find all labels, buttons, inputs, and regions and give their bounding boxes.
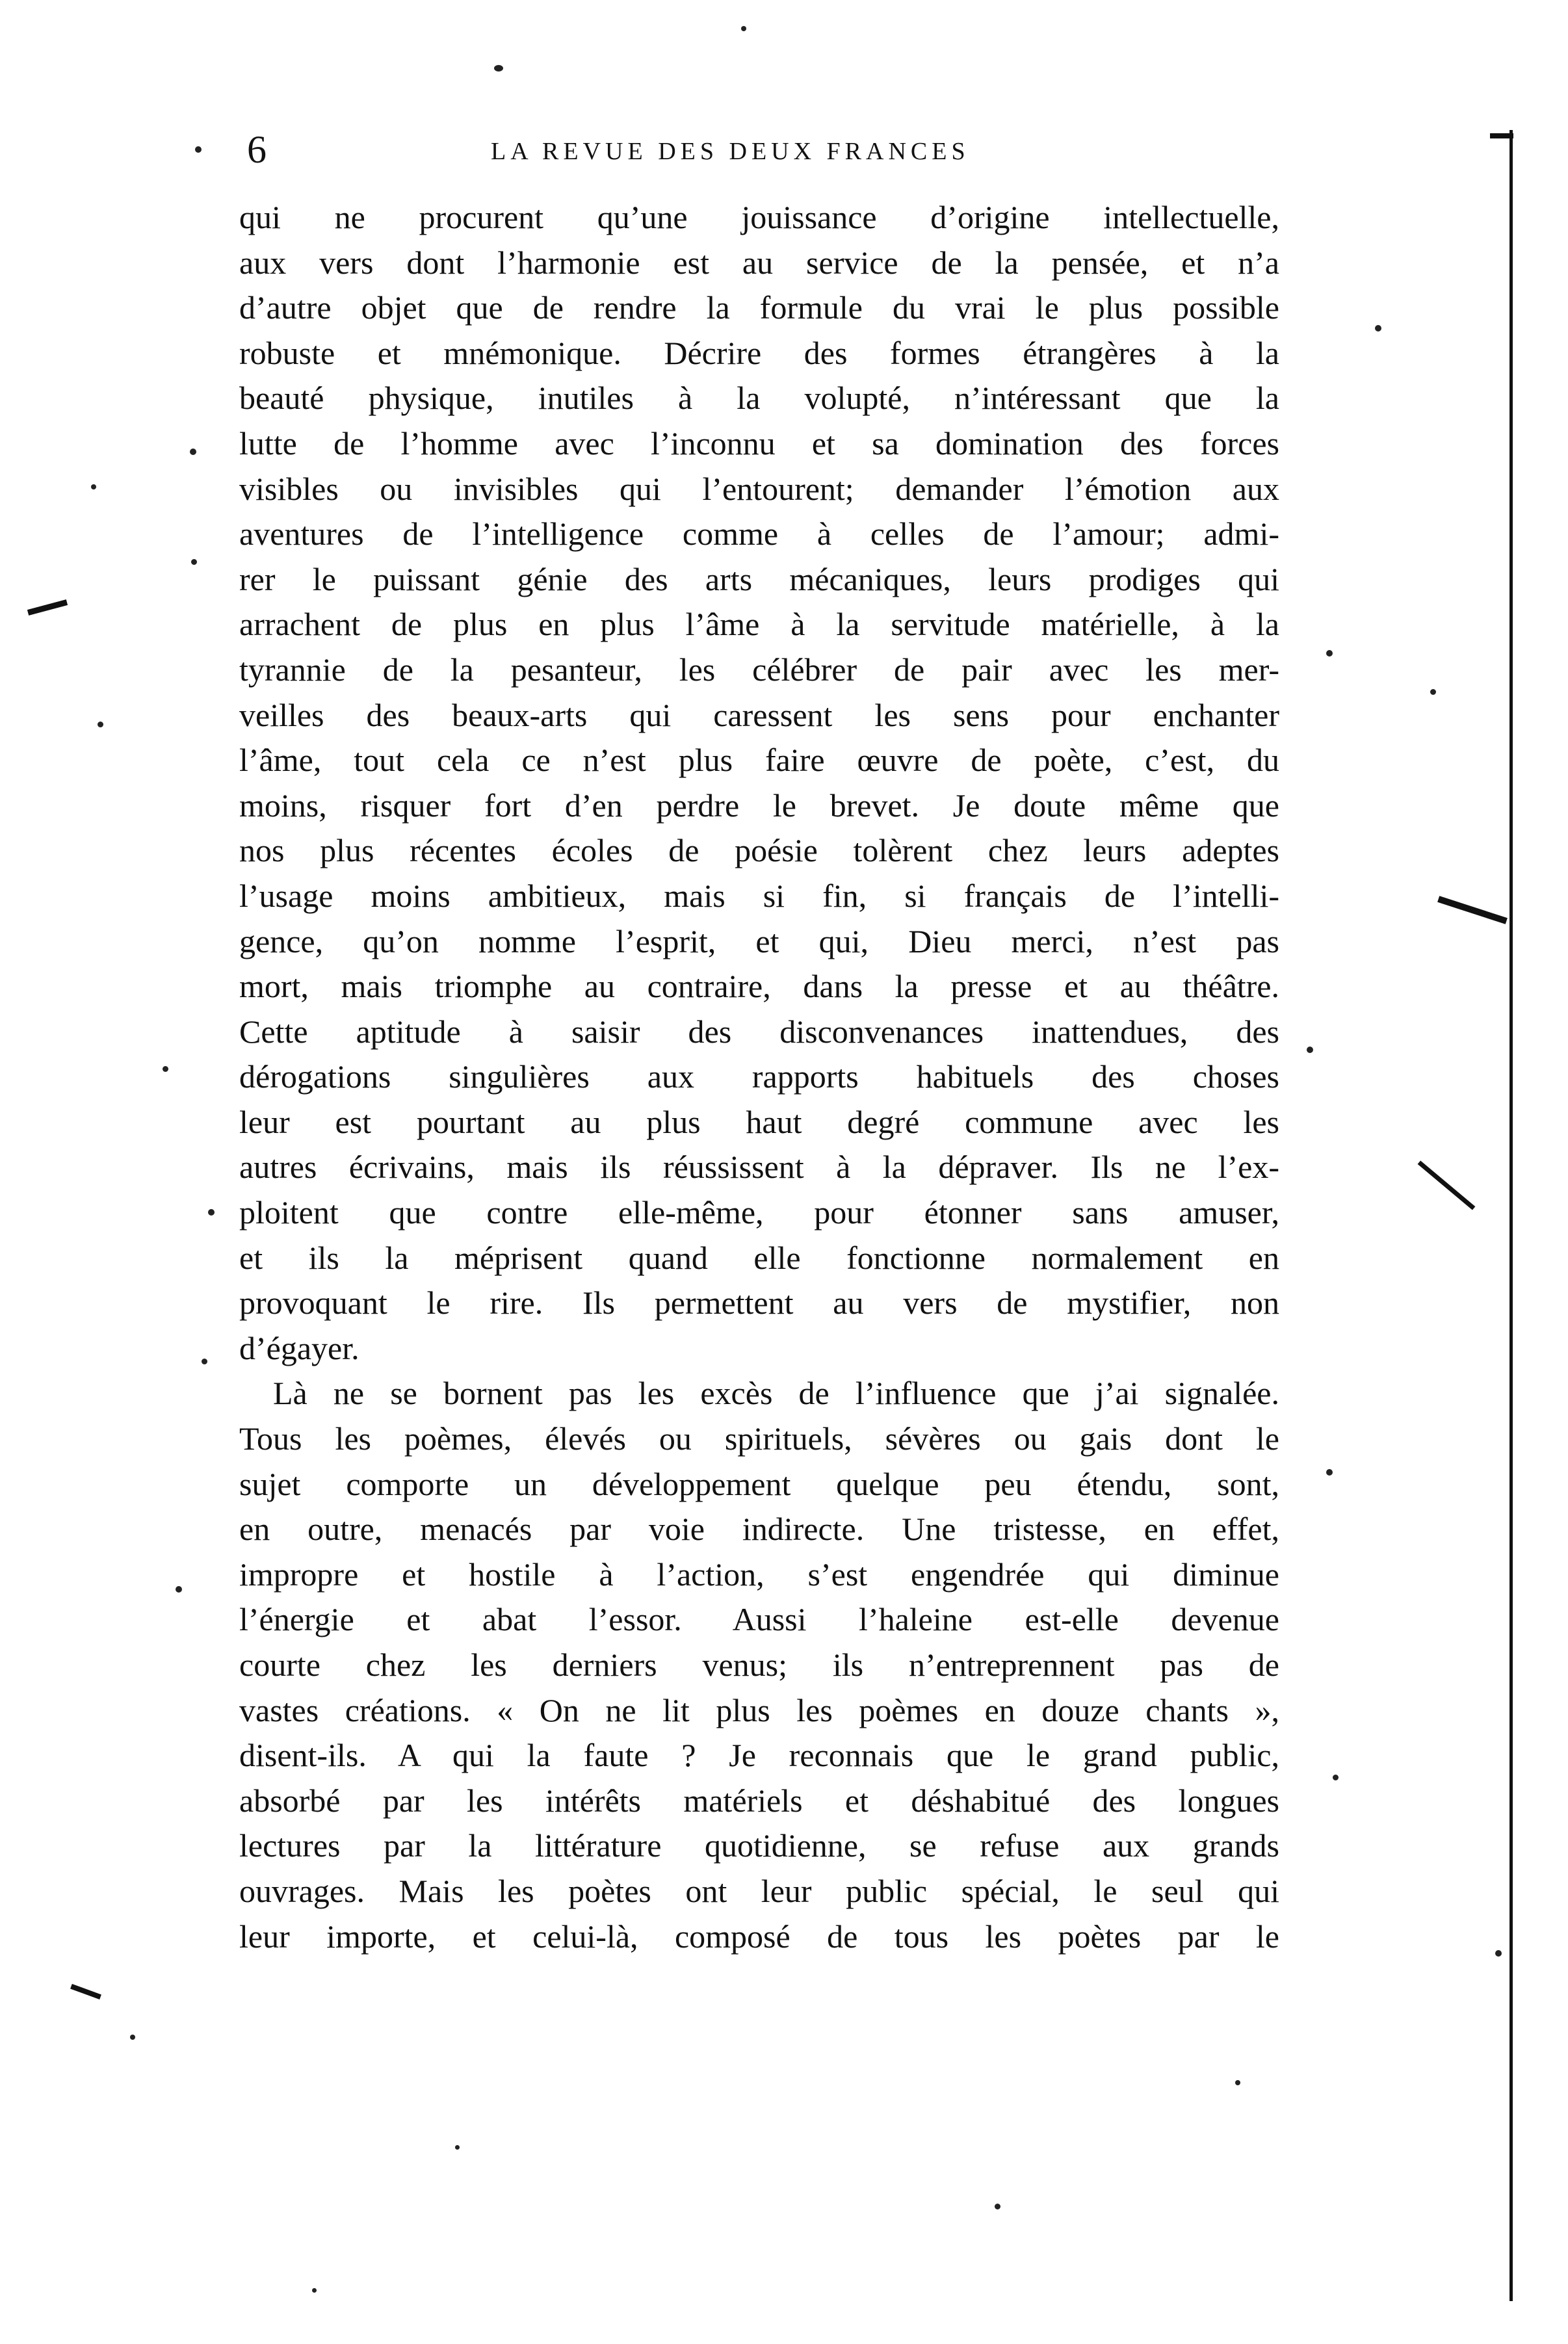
text-line: nos plus récentes écoles de poésie tolèrent chez leurs adeptes (239, 832, 1279, 869)
margin-pencil-mark (70, 1984, 101, 1999)
scan-speck (202, 1359, 207, 1364)
text-line: beauté physique, inutiles à la volupté, n’intéressant que la (239, 380, 1279, 417)
text-line: lectures par la littérature quotidienne, se refuse aux grands (239, 1827, 1279, 1864)
scan-speck (1375, 325, 1381, 332)
text-line: moins, risquer fort d’en perdre le brevet. Je doute même que (239, 787, 1279, 824)
text-line: d’autre objet que de rendre la formule du vrai le plus possible (239, 289, 1279, 326)
text-line: et ils la méprisent quand elle fonctionne normalement en (239, 1239, 1279, 1276)
text-line: absorbé par les intérêts matériels et déshabitué des longues (239, 1782, 1279, 1819)
text-line: l’usage moins ambitieux, mais si fin, si français de l’intelli- (239, 877, 1279, 914)
text-line: leur est pourtant au plus haut degré commune avec les (239, 1103, 1279, 1140)
scan-speck (741, 26, 746, 31)
scan-speck (455, 2145, 460, 2150)
text-line: courte chez les derniers venus; ils n’entreprennent pas de (239, 1647, 1279, 1683)
text-line: ploitent que contre elle-même, pour étonner sans amuser, (239, 1194, 1279, 1231)
text-line: Tous les poèmes, élevés ou spirituels, sévères ou gais dont le (239, 1420, 1279, 1457)
text-line: veilles des beaux-arts qui caressent les sens pour enchanter (239, 696, 1279, 733)
text-line: visibles ou invisibles qui l’entourent; demander l’émotion aux (239, 470, 1279, 507)
text-line: Cette aptitude à saisir des disconvenances inattendues, des (239, 1013, 1279, 1050)
scan-speck (176, 1586, 182, 1593)
text-line-paragraph-end: d’égayer. (239, 1329, 359, 1366)
running-head (234, 120, 1313, 179)
scan-speck (1307, 1047, 1313, 1053)
text-line-paragraph-start: Là ne se bornent pas les excès de l’influence que j’ai signalée. (273, 1375, 1279, 1412)
scan-speck (1326, 1469, 1333, 1476)
text-line: leur importe, et celui-là, composé de tous les poètes par le (239, 1918, 1279, 1955)
text-line: sujet comporte un développement quelque peu étendu, sont, (239, 1465, 1279, 1502)
text-line: dérogations singulières aux rapports habituels des choses (239, 1058, 1279, 1095)
text-line: lutte de l’homme avec l’inconnu et sa domination des forces (239, 424, 1279, 462)
margin-pencil-mark (1418, 1160, 1476, 1210)
scan-speck (190, 449, 196, 455)
text-line: aux vers dont l’harmonie est au service de la pensée, et n’a (239, 244, 1279, 281)
text-line: arrachent de plus en plus l’âme à la servitude matérielle, à la (239, 606, 1279, 643)
text-line: gence, qu’on nomme l’esprit, et qui, Dieu merci, n’est pas (239, 922, 1279, 959)
page-edge-rule (1509, 130, 1513, 2301)
scan-speck (312, 2288, 317, 2293)
text-line: en outre, menacés par voie indirecte. Une tristesse, en effet, (239, 1511, 1279, 1548)
text-line: mort, mais triomphe au contraire, dans la presse et au théâtre. (239, 968, 1279, 1005)
text-line: provoquant le rire. Ils permettent au vers de mystifier, non (239, 1284, 1279, 1322)
page-edge-tick (1490, 133, 1513, 138)
text-line: ouvrages. Mais les poètes ont leur public spécial, le seul qui (239, 1872, 1279, 1909)
scan-speck (195, 146, 202, 153)
body-text (239, 195, 1279, 1959)
scan-speck (1326, 650, 1333, 657)
text-line: impropre et hostile à l’action, s’est engendrée qui diminue (239, 1556, 1279, 1593)
page-number: 6 (247, 128, 267, 171)
scan-speck (208, 1209, 215, 1216)
text-line: qui ne procurent qu’une jouissance d’origine intellectuelle, (239, 199, 1279, 235)
scan-speck (130, 2035, 135, 2040)
scan-speck (91, 484, 96, 489)
scan-speck (1333, 1775, 1339, 1780)
scan-speck (98, 722, 103, 727)
scan-speck (191, 559, 197, 565)
text-line: vastes créations. « On ne lit plus les poèmes en douze chants », (239, 1691, 1279, 1728)
margin-pencil-mark (1437, 896, 1508, 924)
journal-title: LA REVUE DES DEUX FRANCES (491, 138, 970, 165)
text-line: l’énergie et abat l’essor. Aussi l’haleine est-elle devenue (239, 1601, 1279, 1638)
text-line: tyrannie de la pesanteur, les célébrer de pair avec les mer- (239, 651, 1279, 688)
scan-speck (995, 2204, 1000, 2209)
scan-speck (1235, 2080, 1240, 2085)
text-line: rer le puissant génie des arts mécaniques, leurs prodiges qui (239, 560, 1279, 597)
text-line: robuste et mnémonique. Décrire des formes étrangères à la (239, 334, 1279, 371)
text-line: l’âme, tout cela ce n’est plus faire œuvre de poète, c’est, du (239, 742, 1279, 779)
text-line: disent-ils. A qui la faute ? Je reconnais que le grand public, (239, 1737, 1279, 1774)
scan-speck (1430, 689, 1436, 695)
scan-speck (163, 1066, 168, 1072)
text-line: autres écrivains, mais ils réussissent à la dépraver. Ils ne l’ex- (239, 1149, 1279, 1186)
scan-speck (1495, 1950, 1502, 1957)
margin-pencil-mark (27, 599, 68, 616)
text-line: aventures de l’intelligence comme à celles de l’amour; admi- (239, 515, 1279, 553)
scan-speck (494, 65, 503, 72)
